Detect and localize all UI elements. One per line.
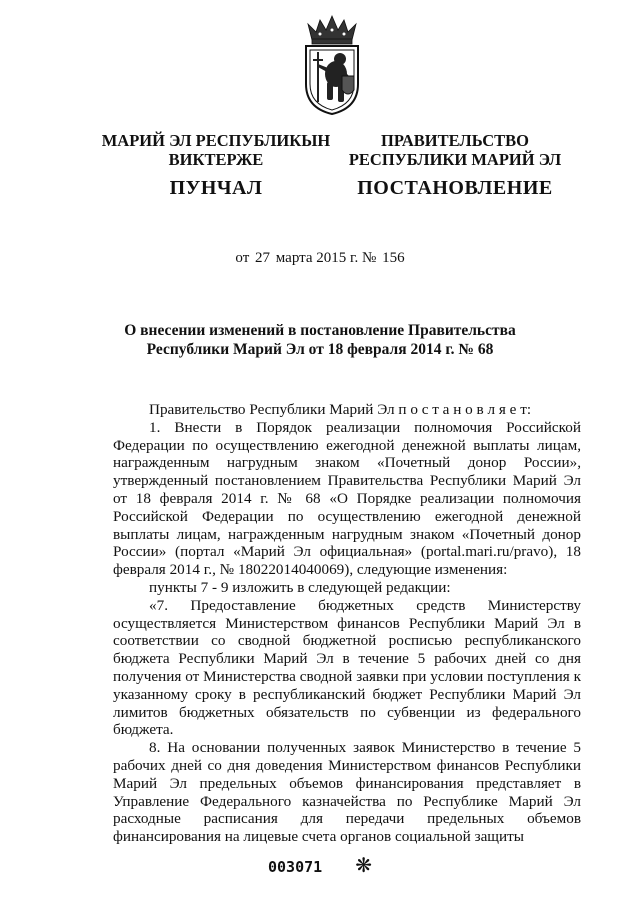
serial-number: 003071 (268, 858, 323, 876)
header-mari-line2: ВИКТЕРЖЕ (168, 150, 264, 169)
date-day: 27 (255, 250, 271, 266)
date-month-year: марта 2015 г. № (275, 250, 377, 266)
document-body (113, 401, 581, 846)
document-number: 156 (382, 250, 405, 266)
coat-of-arms-icon (296, 12, 368, 116)
document-footer (0, 853, 640, 877)
body-paragraph-preamble: Правительство Республики Марий Эл п о с т а н о в л я е т: (149, 401, 532, 418)
document-date-line (0, 250, 640, 267)
header-russian-line2: РЕСПУБЛИКИ МАРИЙ ЭЛ (348, 150, 562, 169)
body-paragraph-7: «7. Предоставление бюджетных средств Министерству осуществляется Министерством финансов Республики Марий Эл в соответствии со сводной бюджетной росписью республиканского бюджета Республики Марий Эл в течение 5 рабочих дней со дня получения от Министерства сводной заявки при условии поступления к указанному сроку в республиканский бюджет Республики Марий Эл лимитов бюджетных обязательств по субвенции из федерального бюджета. (113, 596, 581, 739)
document-subject (100, 321, 540, 359)
header-mari-title: ПУНЧАЛ (169, 177, 263, 199)
header-russian-line1: ПРАВИТЕЛЬСТВО (381, 131, 529, 150)
date-prefix: от (235, 250, 250, 266)
subject-line2: Республики Марий Эл от 18 февраля 2014 г. № 68 (146, 341, 494, 358)
header-russian (340, 131, 570, 169)
body-paragraph-1: 1. Внести в Порядок реализации полномочия Российской Федерации по осуществлению ежегодной денежной выплаты лицам, награжденным нагрудным знаком «Почетный донор России», утвержденный постановлением Правительства Республики Марий Эл от 18 февраля 2014 г. № 68 «О Порядке реализации полномочия Российской Федерации по осуществлению ежегодной денежной выплаты лицам, награжденным нагрудным знаком «Почетный донор России» (портал «Марий Эл официальная» (portal.mari.ru/pravo), 18 февраля 2014 г., № 18022014040069), следующие изменения: (113, 418, 581, 579)
subject-line1: О внесении изменений в постановление Правительства (124, 322, 516, 339)
header-mari (96, 131, 336, 169)
body-paragraph-8: 8. На основании полученных заявок Министерство в течение 5 рабочих дней со дня доведения Министерством финансов Республики Марий Эл предельных объемов финансирования представляет в Управление Федерального казначейства по Республике Марий Эл расходные расписания для передачи предельных объемов финансирования на лицевые счета органов социальной защиты (113, 739, 581, 846)
asterisk-mark-icon: ❋ (355, 853, 372, 877)
body-paragraph-items: пункты 7 - 9 изложить в следующей редакции: (149, 578, 451, 596)
header-mari-line1: МАРИЙ ЭЛ РЕСПУБЛИКЫН (101, 131, 331, 150)
header-russian-title: ПОСТАНОВЛЕНИЕ (357, 177, 553, 199)
